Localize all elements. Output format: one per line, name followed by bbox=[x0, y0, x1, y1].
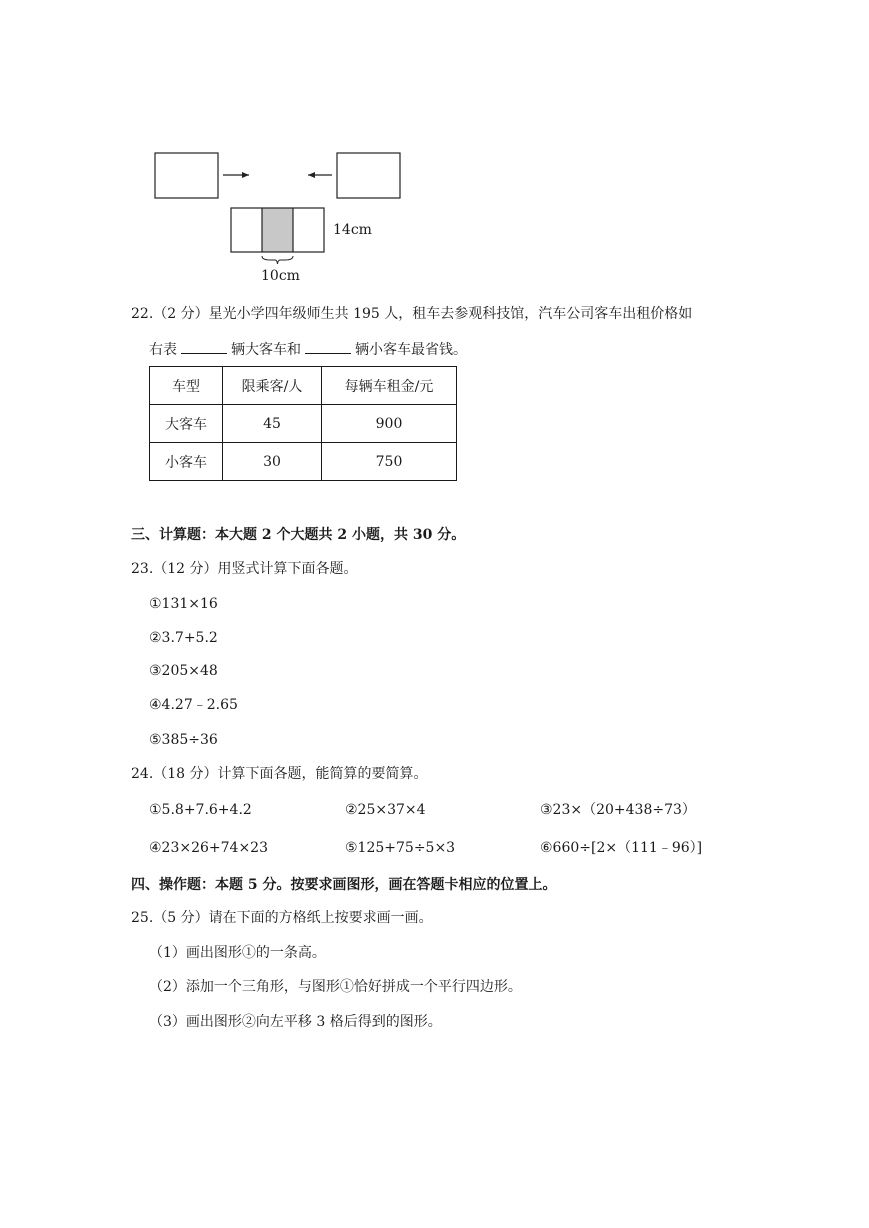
table-cell: 900 bbox=[322, 405, 457, 443]
q24-item: ②25×37×4 bbox=[345, 802, 426, 818]
table-cell: 30 bbox=[223, 443, 322, 481]
q23-item: ③205×48 bbox=[149, 663, 218, 679]
left-rectangle bbox=[155, 153, 218, 198]
table-cell: 45 bbox=[223, 405, 322, 443]
q23-item: ⑤385÷36 bbox=[149, 732, 218, 748]
q23-item: ②3.7+5.2 bbox=[149, 630, 218, 646]
left-arrow-icon bbox=[308, 172, 332, 178]
rental-price-table bbox=[149, 366, 457, 481]
table-cell: 小客车 bbox=[150, 443, 223, 481]
q24-item: ⑥660÷[2×（111﹣96）] bbox=[540, 840, 703, 856]
right-rectangle bbox=[337, 153, 400, 198]
q24-item: ③23×（20+438÷73） bbox=[540, 802, 696, 818]
table-row bbox=[150, 405, 457, 443]
table-header-row bbox=[150, 367, 457, 405]
q25-item: （2）添加一个三角形，与图形①恰好拼成一个平行四边形。 bbox=[149, 979, 522, 995]
q25-title: 25.（5 分）请在下面的方格纸上按要求画一画。 bbox=[131, 910, 433, 926]
q22-text: 22.（2 分）星光小学四年级师生共 195 人，租车去参观科技馆，汽车公司客车出租价格如 bbox=[131, 306, 693, 322]
q22-answer-line bbox=[149, 339, 467, 360]
q23-item: ①131×16 bbox=[149, 596, 218, 612]
q24-item: ⑤125+75÷5×3 bbox=[345, 840, 456, 856]
right-arrow-icon bbox=[223, 172, 249, 178]
q24-item: ①5.8+7.6+4.2 bbox=[149, 802, 252, 818]
q22-suffix: 辆小客车最省钱。 bbox=[355, 342, 467, 358]
width-label: 10cm bbox=[261, 268, 300, 284]
q24-item: ④23×26+74×23 bbox=[149, 840, 268, 856]
section3-title: 三、计算题：本大题 2 个大题共 2 小题，共 30 分。 bbox=[131, 527, 466, 543]
width-brace bbox=[262, 256, 293, 264]
table-row bbox=[150, 443, 457, 481]
q23-title: 23.（12 分）用竖式计算下面各题。 bbox=[131, 561, 358, 577]
table-header: 限乘客/人 bbox=[223, 367, 322, 405]
overlap-region bbox=[262, 208, 293, 252]
q22-blank-large[interactable] bbox=[181, 339, 227, 354]
q22-middle: 辆大客车和 bbox=[231, 342, 301, 358]
q25-item: （1）画出图形①的一条高。 bbox=[149, 945, 326, 961]
q23-item: ④4.27﹣2.65 bbox=[149, 697, 238, 713]
q22-blank-small[interactable] bbox=[305, 339, 351, 354]
q22-prefix: 右表 bbox=[149, 342, 177, 358]
table-header: 每辆车租金/元 bbox=[322, 367, 457, 405]
height-label: 14cm bbox=[333, 222, 372, 238]
q24-title: 24.（18 分）计算下面各题，能简算的要简算。 bbox=[131, 766, 428, 782]
table-header: 车型 bbox=[150, 367, 223, 405]
section4-title: 四、操作题：本题 5 分。按要求画图形，画在答题卡相应的位置上。 bbox=[131, 877, 557, 893]
table-cell: 750 bbox=[322, 443, 457, 481]
rectangle-overlap-figure bbox=[0, 0, 869, 300]
q25-item: （3）画出图形②向左平移 3 格后得到的图形。 bbox=[149, 1014, 442, 1030]
table-cell: 大客车 bbox=[150, 405, 223, 443]
